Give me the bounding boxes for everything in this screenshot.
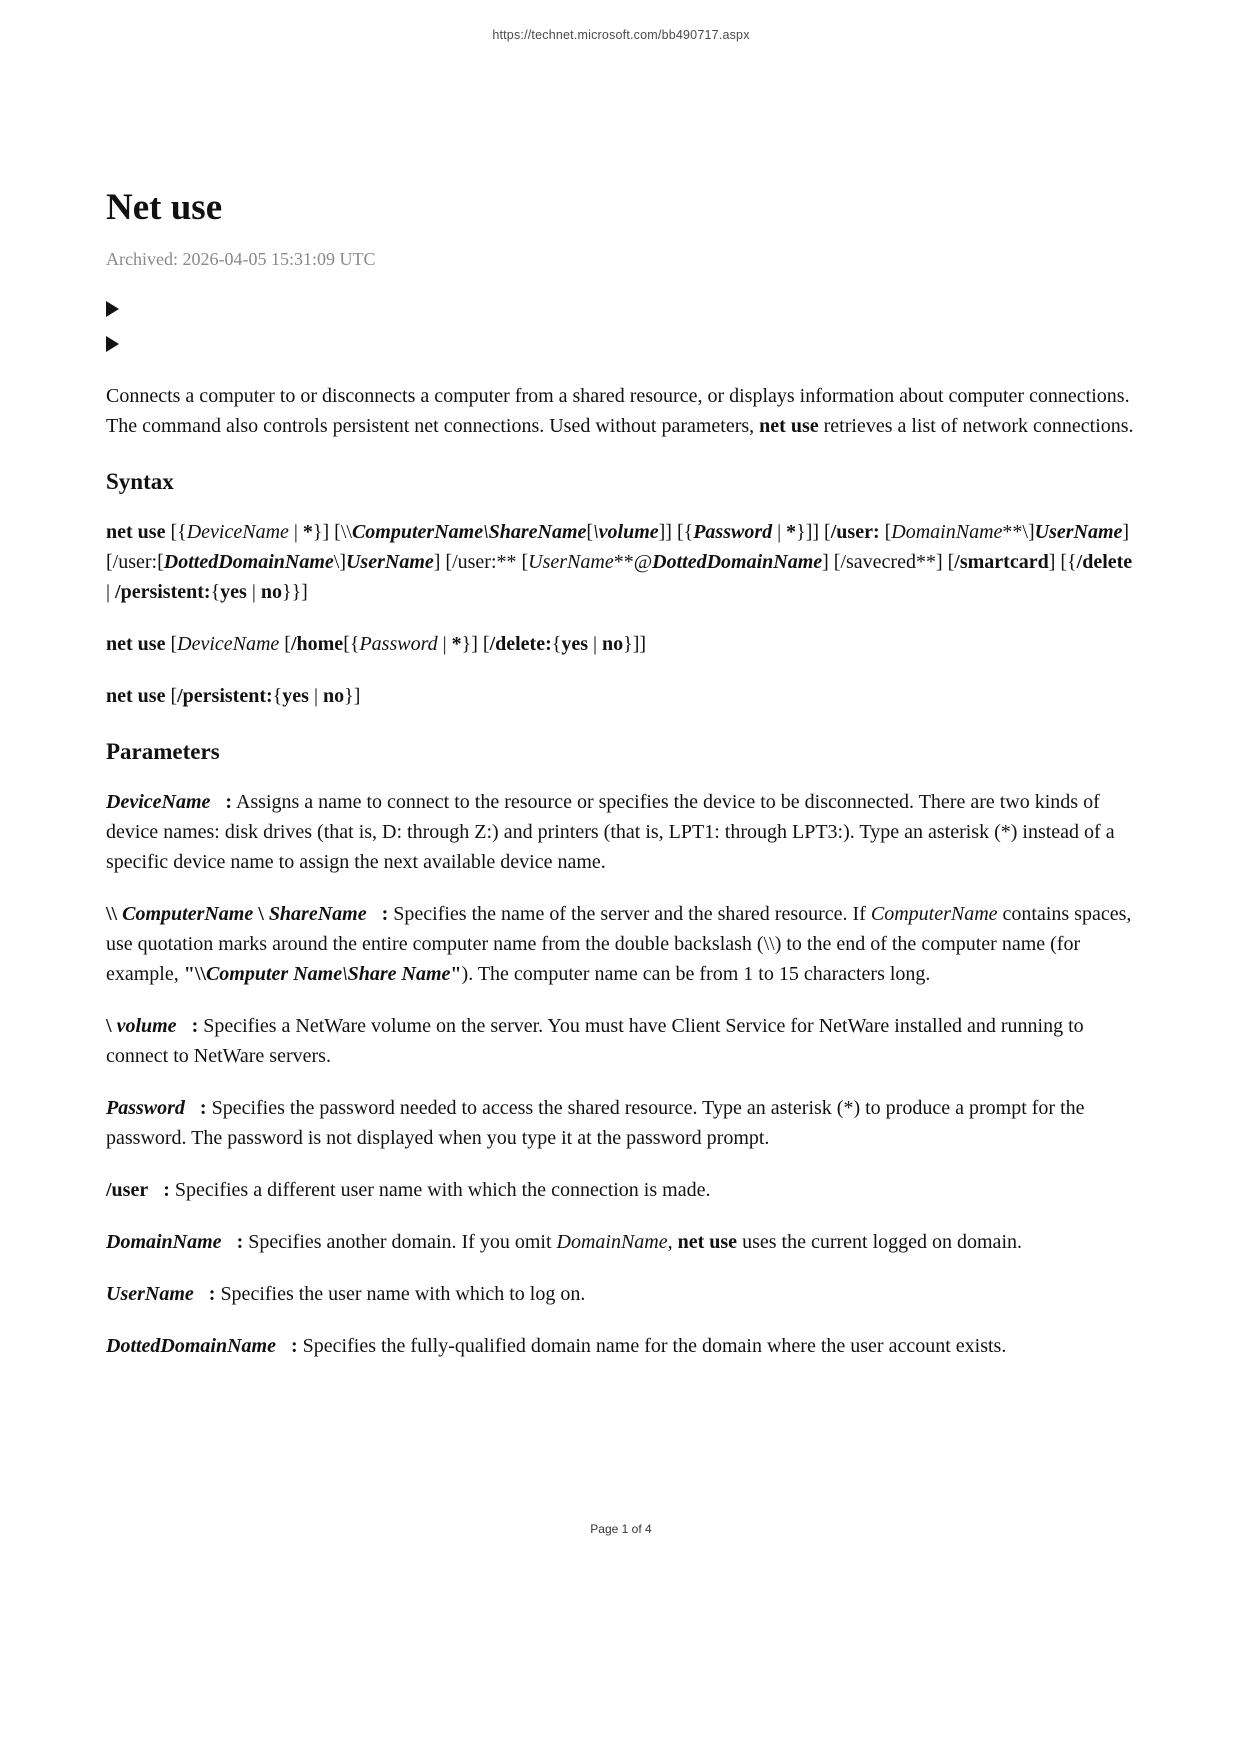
- section-expander[interactable]: [106, 329, 1137, 359]
- archived-timestamp: Archived: 2026-04-05 15:31:09 UTC: [106, 249, 376, 269]
- parameter-item: UserName : Specifies the user name with which to log on.: [106, 1283, 586, 1305]
- expander-group: [106, 294, 1137, 359]
- page-title: Net use: [106, 187, 223, 228]
- syntax-block: net use [/persistent:{yes | no}]: [106, 685, 361, 707]
- syntax-block: net use [{DeviceName | *}] [\\ComputerName\ShareName[\volume]] [{Password | *}]] [/user: [DomainName**\]UserName] [/user:[DottedDomainName\]UserName] [/user:** [UserName**@DottedDomainName] [/savecred**] [/smartcard] [{/delete | /persistent:{yes | no}}]: [106, 521, 1133, 603]
- section-expander[interactable]: [106, 294, 1137, 324]
- page-number: Page 1 of 4: [590, 1522, 652, 1536]
- play-triangle-icon: [106, 336, 119, 352]
- syntax-heading: Syntax: [106, 469, 174, 494]
- parameter-item: /user : Specifies a different user name with which the connection is made.: [106, 1179, 711, 1201]
- parameter-item: \ volume : Specifies a NetWare volume on the server. You must have Client Service for NetWare installed and running to connect to NetWare servers.: [106, 1015, 1084, 1067]
- parameters-heading: Parameters: [106, 739, 220, 764]
- parameter-item: DomainName : Specifies another domain. If you omit DomainName, net use uses the current logged on domain.: [106, 1231, 1022, 1253]
- parameter-item: Password : Specifies the password needed to access the shared resource. Type an asterisk (*) to produce a prompt for the password. The password is not displayed when you type it at the password prompt.: [106, 1097, 1085, 1149]
- document-content: [106, 0, 1137, 1361]
- parameter-item: \\ ComputerName \ ShareName : Specifies the name of the server and the shared resource. If ComputerName contains spaces, use quotation marks around the entire computer name from the double backslash (\\) to the end of the computer name (for example, "\\Computer Name\Share Name"). The computer name can be from 1 to 15 characters long.: [106, 903, 1132, 985]
- print-header-url: https://technet.microsoft.com/bb490717.aspx: [492, 28, 750, 42]
- intro-paragraph: Connects a computer to or disconnects a computer from a shared resource, or displays information about computer connections. The command also controls persistent net connections. Used without parameters, net use retrieves a list of network connections.: [106, 385, 1134, 437]
- parameter-item: DeviceName : Assigns a name to connect to the resource or specifies the device to be disconnected. There are two kinds of device names: disk drives (that is, D: through Z:) and printers (that is, LPT1: through LPT3:). Type an asterisk (*) instead of a specific device name to assign the next available device name.: [106, 791, 1115, 873]
- syntax-block: net use [DeviceName [/home[{Password | *}] [/delete:{yes | no}]]: [106, 633, 647, 655]
- play-triangle-icon: [106, 301, 119, 317]
- parameter-item: DottedDomainName : Specifies the fully-qualified domain name for the domain where the user account exists.: [106, 1335, 1007, 1357]
